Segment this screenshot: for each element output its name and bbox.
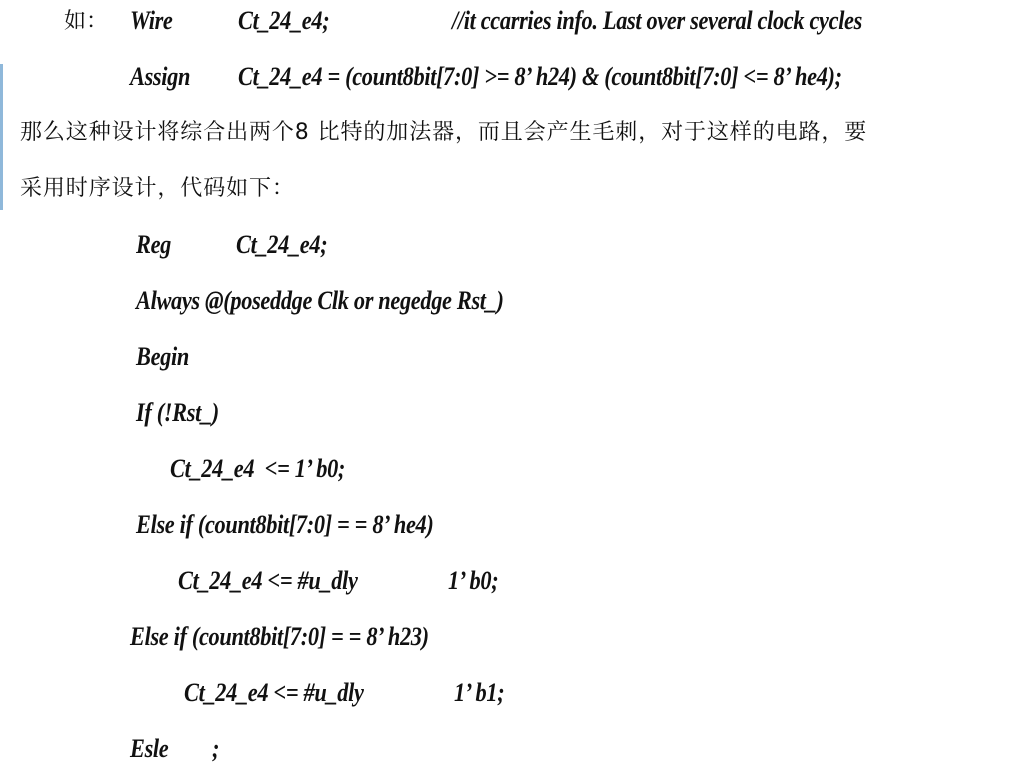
wire-comment: //it ccarries info. Last over several clock cycles — [452, 6, 863, 35]
wire-declaration-line — [0, 8, 1024, 38]
else-semicolon: ; — [212, 734, 220, 763]
else-if-he4-line: Else if (count8bit[7:0] = = 8’ he4) — [136, 510, 434, 539]
else-line — [0, 736, 1024, 766]
assign-b0-lhs: Ct_24_e4 <= #u_dly — [178, 566, 358, 595]
assign-reset-line: Ct_24_e4 <= 1’ b0; — [170, 454, 346, 483]
assign-b1-line — [0, 680, 1024, 710]
assign-keyword: Assign — [130, 62, 191, 91]
wire-keyword: Wire — [130, 6, 173, 35]
assign-line — [0, 64, 1024, 94]
reg-declaration-line — [0, 232, 1024, 262]
assign-b0-line — [0, 568, 1024, 598]
assign-b0-value: 1’ b0; — [448, 566, 499, 595]
else-keyword: Esle — [130, 734, 169, 763]
begin-line: Begin — [136, 342, 189, 371]
reg-keyword: Reg — [136, 230, 171, 259]
paragraph-line-2: 采用时序设计，代码如下： — [20, 176, 295, 201]
paragraph-line-1: 那么这种设计将综合出两个8 比特的加法器，而且会产生毛刺，对于这样的电路，要 — [20, 120, 868, 145]
always-line: Always @(poseddge Clk or negedge Rst_) — [136, 286, 504, 315]
wire-signal: Ct_24_e4; — [238, 6, 330, 35]
assign-b1-value: 1’ b1; — [454, 678, 505, 707]
assign-b1-lhs: Ct_24_e4 <= #u_dly — [184, 678, 364, 707]
else-if-h23-line: Else if (count8bit[7:0] = = 8’ h23) — [130, 622, 429, 651]
reg-signal: Ct_24_e4; — [236, 230, 328, 259]
assign-expression: Ct_24_e4 = (count8bit[7:0] >= 8’ h24) & (count8bit[7:0] <= 8’ he4); — [238, 62, 842, 91]
example-prefix: 如： — [64, 9, 109, 34]
if-reset-line: If (!Rst_) — [136, 398, 219, 427]
